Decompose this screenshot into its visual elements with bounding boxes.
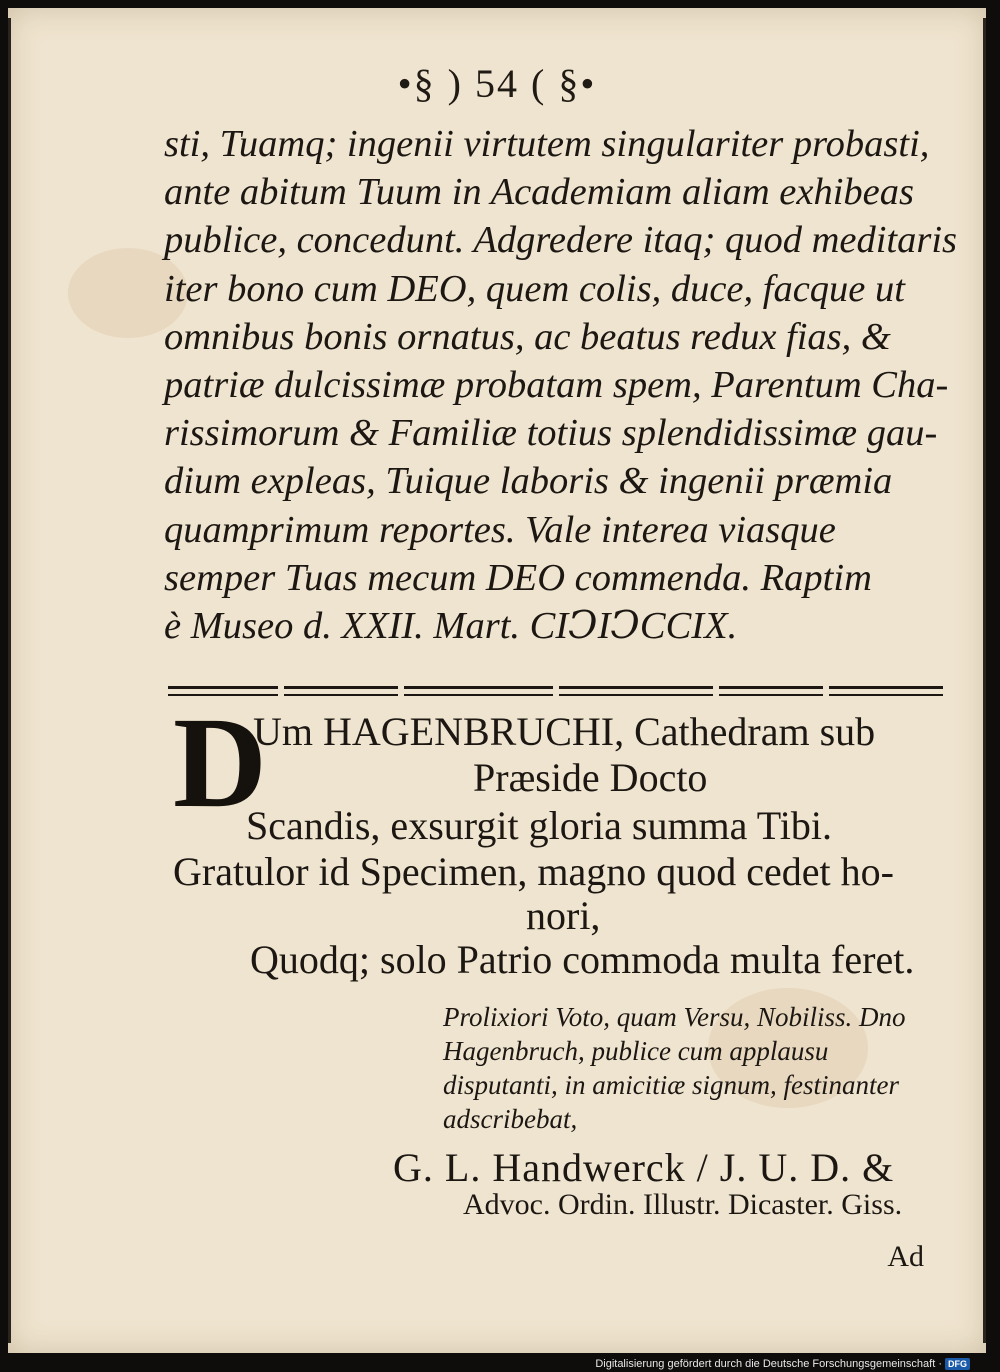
text-line: semper Tuas mecum DEO commenda. Raptim <box>164 556 872 599</box>
page-edge-right <box>983 18 986 1343</box>
poem-line: Um HAGENBRUCHI, Cathedram sub <box>253 709 876 754</box>
text-line: dium expleas, Tuique laboris & ingenii præmia <box>164 460 893 503</box>
text-line: ante abitum Tuum in Academiam aliam exhibeas <box>164 171 914 214</box>
text-line: quamprimum reportes. Vale interea viasque <box>164 508 836 551</box>
author-signature: G. L. Handwerck / J. U. D. & <box>393 1145 895 1190</box>
latin-text-block <box>164 120 958 650</box>
page-edge-left <box>8 18 11 1343</box>
poem-line: Gratulor id Specimen, magno quod cedet ho- <box>173 849 894 894</box>
text-line: sti, Tuamq; ingenii virtutem singulariter probasti, <box>164 123 930 165</box>
catchword: Ad <box>887 1240 924 1273</box>
poem-line: Scandis, exsurgit gloria summa Tibi. <box>246 803 832 848</box>
author-title: Advoc. Ordin. Illustr. Dicaster. Giss. <box>463 1188 903 1221</box>
text-line: rissimorum & Familiæ totius splendidissimæ gau- <box>164 412 938 455</box>
text-line: è Museo d. XXII. Mart. CIↃIↃCCIX. <box>164 605 738 648</box>
digitization-footer <box>595 1358 970 1370</box>
text-line: omnibus bonis ornatus, ac beatus redux fias, & <box>164 315 891 358</box>
section-divider <box>168 686 943 696</box>
text-line: patriæ dulcissimæ probatam spem, Parentum Cha- <box>164 364 949 407</box>
poem-line: Præside Docto <box>473 755 708 800</box>
poem-line: nori, <box>526 893 601 938</box>
footer-text: Digitalisierung gefördert durch die Deutsche Forschungsgemeinschaft · <box>595 1358 942 1370</box>
drop-cap: D <box>173 691 267 835</box>
dedication-note: Prolixiori Voto, quam Versu, Nobiliss. Dno Hagenbruch, publice cum applausu disputanti, in amicitiæ signum, festinanter adscribebat, <box>443 1002 906 1134</box>
book-page <box>8 8 986 1353</box>
text-line: publice, concedunt. Adgredere itaq; quod meditaris <box>164 219 958 262</box>
page-number-header: •§ ) 54 ( §• <box>397 61 597 106</box>
text-line: iter bono cum DEO, quem colis, duce, facque ut <box>164 267 905 310</box>
poem-line: Quodq; solo Patrio commoda multa feret. <box>250 937 915 982</box>
dfg-logo: DFG <box>945 1358 970 1370</box>
